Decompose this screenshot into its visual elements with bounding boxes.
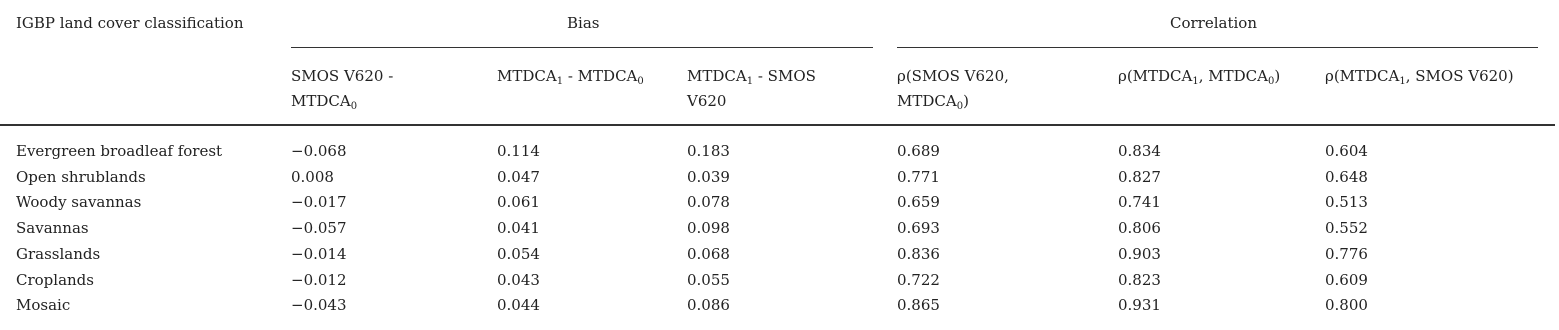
table-cell: 0.552	[1325, 219, 1368, 238]
row-label: Evergreen broadleaf forest	[16, 142, 223, 160]
row-label: Woody savannas	[16, 193, 142, 212]
table-cell: 0.041	[497, 219, 540, 238]
subheader-corr-1-text: ρ(SMOS V620, $MTDCA_0$)	[897, 67, 1009, 112]
table-cell: −0.014	[291, 244, 347, 263]
subheader-bias-2	[497, 64, 644, 89]
table-cell: −0.017	[291, 193, 347, 212]
group-header-bias: Bias	[567, 14, 600, 32]
table-cell: 0.078	[687, 193, 730, 212]
table-cell: 0.513	[1325, 193, 1368, 212]
subheader-corr-3-text: $\rho(MTDCA_1$, SMOS V620)	[1325, 67, 1514, 87]
table-cell: 0.903	[1118, 244, 1161, 263]
table-cell: 0.061	[497, 193, 540, 212]
subheader-bias-3	[687, 64, 816, 114]
subheader-corr-1	[897, 64, 1009, 114]
correlation-group-rule	[897, 47, 1538, 48]
row-label: Croplands	[16, 270, 94, 289]
table-cell: 0.054	[497, 244, 540, 263]
table-cell: −0.068	[291, 142, 347, 160]
table-cell: −0.012	[291, 270, 347, 289]
row-label: Mosaic	[16, 296, 71, 315]
table-cell: −0.057	[291, 219, 347, 238]
table-cell: 0.044	[497, 296, 540, 315]
table-cell: 0.827	[1118, 167, 1161, 186]
table-cell: 0.931	[1118, 296, 1161, 315]
table-cell: 0.659	[897, 193, 940, 212]
table-cell: 0.823	[1118, 270, 1161, 289]
table-cell: 0.086	[687, 296, 730, 315]
table-cell: 0.741	[1118, 193, 1161, 212]
table-cell: 0.776	[1325, 244, 1368, 263]
table-cell: 0.047	[497, 167, 540, 186]
stub-header: IGBP land cover classification	[16, 14, 244, 32]
table-cell: 0.008	[291, 167, 334, 186]
row-label: Savannas	[16, 219, 89, 238]
row-label: Open shrublands	[16, 167, 146, 186]
subheader-corr-2-text: $\rho(MTDCA_1$, $MTDCA_0$)	[1118, 67, 1281, 87]
subheader-bias-2-text: $MTDCA_1$ - $MTDCA_0$	[497, 67, 644, 87]
table-cell: 0.604	[1325, 142, 1368, 160]
table-cell: 0.068	[687, 244, 730, 263]
table-cell: 0.722	[897, 270, 940, 289]
group-header-correlation: Correlation	[1170, 14, 1257, 32]
header-bottom-rule	[0, 124, 1555, 126]
table-cell: 0.043	[497, 270, 540, 289]
table-cell: 0.055	[687, 270, 730, 289]
table-cell: 0.693	[897, 219, 940, 238]
subheader-bias-3-text: $MTDCA_1$ - SMOS V620	[687, 67, 816, 110]
subheader-bias-1-text: SMOS V620 - $MTDCA_0$	[291, 67, 394, 112]
subheader-corr-3	[1325, 64, 1514, 89]
table-cell: 0.800	[1325, 296, 1368, 315]
table-cell: 0.834	[1118, 142, 1161, 160]
table-cell: 0.183	[687, 142, 730, 160]
table-cell: 0.098	[687, 219, 730, 238]
table-cell: 0.689	[897, 142, 940, 160]
subheader-bias-1	[291, 64, 393, 114]
bias-group-rule	[291, 47, 873, 48]
table-cell: 0.114	[497, 142, 540, 160]
subheader-corr-2	[1118, 64, 1280, 89]
table-cell: 0.771	[897, 167, 940, 186]
table-cell: 0.609	[1325, 270, 1368, 289]
table-cell: 0.039	[687, 167, 730, 186]
table-cell: 0.648	[1325, 167, 1368, 186]
row-label: Grasslands	[16, 244, 101, 263]
table-cell: 0.836	[897, 244, 940, 263]
table-cell: 0.865	[897, 296, 940, 315]
table-cell: −0.043	[291, 296, 347, 315]
table-cell: 0.806	[1118, 219, 1161, 238]
